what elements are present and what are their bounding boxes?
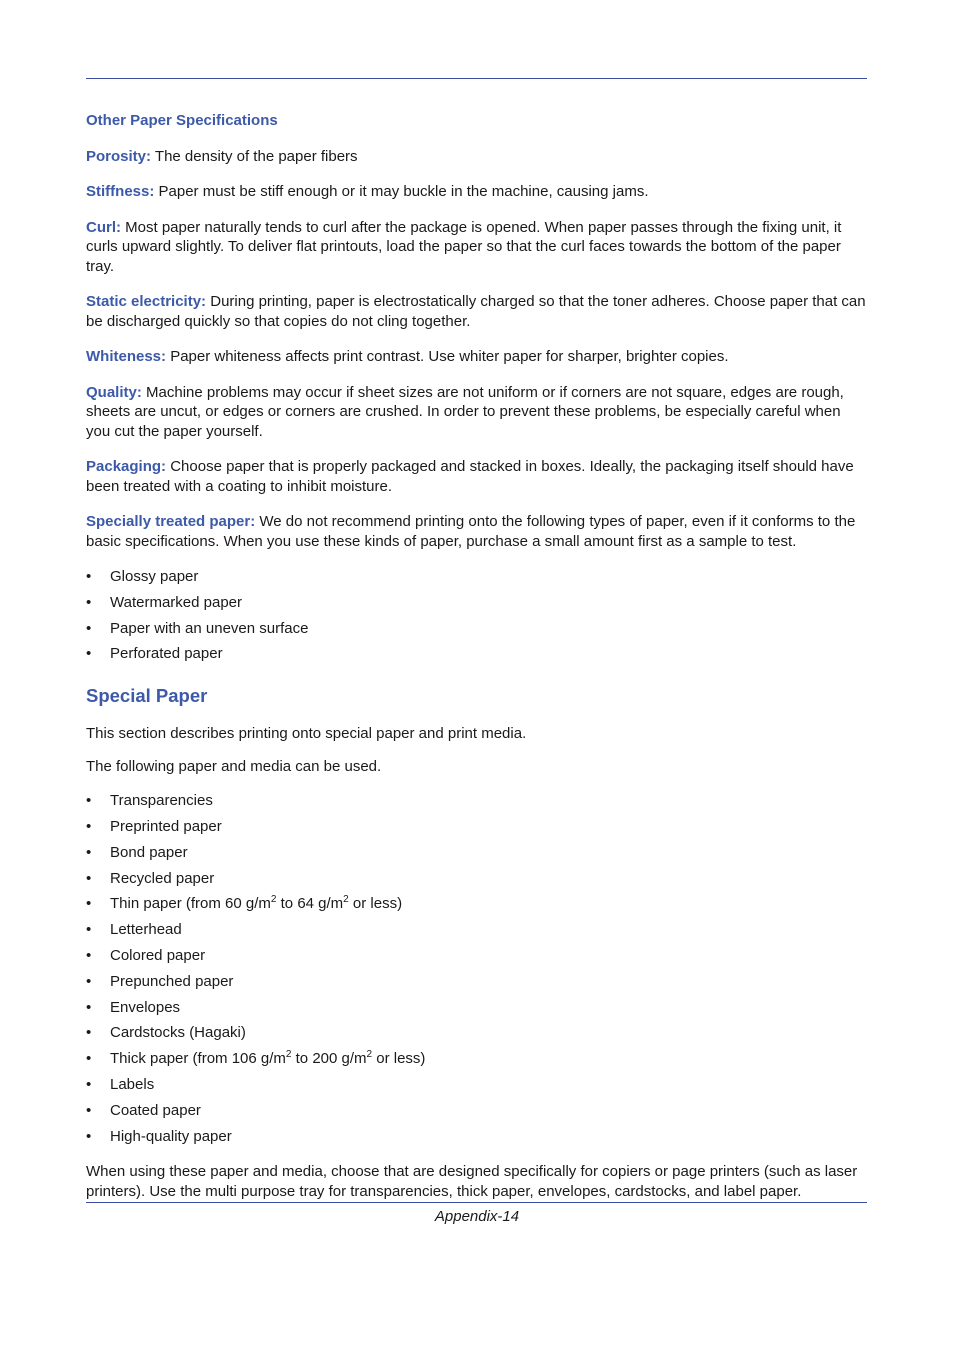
closing-paragraph: When using these paper and media, choose that are designed specifically for copiers or page printers (such as laser printers). Use the multi purpose tray for transparencies, thick paper, envelopes, cardstocks, and label paper. bbox=[86, 1163, 858, 1200]
list-item: • High-quality paper bbox=[86, 1127, 867, 1153]
list-item: • Preprinted paper bbox=[86, 817, 867, 843]
thick-paper-text-b: to 200 g/m bbox=[291, 1050, 367, 1068]
spec-text: Machine problems may occur if sheet sizes are not uniform or if corners are not square, edges are rough, sheets are uncut, or edges or corners are crushed. In order to prevent these problems, be especially careful when you cut the paper yourself. bbox=[86, 383, 844, 440]
list-item-thick-paper bbox=[86, 1049, 867, 1075]
thick-paper-text-c: or less) bbox=[372, 1050, 426, 1068]
list-item: • Envelopes bbox=[86, 998, 867, 1024]
spec-packaging bbox=[86, 457, 867, 496]
treated-paper-list bbox=[86, 567, 867, 670]
page-footer: Appendix-14 bbox=[434, 1208, 520, 1225]
spec-term: Specially treated paper: bbox=[86, 513, 256, 530]
page-content bbox=[86, 111, 867, 1214]
special-paper-heading: Special Paper bbox=[86, 685, 208, 707]
superscript: 2 bbox=[366, 1049, 373, 1061]
spec-whiteness bbox=[86, 347, 867, 367]
list-item: • Letterhead bbox=[86, 920, 867, 946]
special-intro-1: This section describes printing onto special paper and print media. bbox=[86, 725, 527, 743]
spec-porosity bbox=[86, 147, 867, 167]
list-item: • Watermarked paper bbox=[86, 593, 867, 619]
special-intro-2: The following paper and media can be used. bbox=[86, 757, 382, 775]
list-item: • Cardstocks (Hagaki) bbox=[86, 1023, 867, 1049]
superscript: 2 bbox=[285, 1049, 292, 1061]
spec-curl bbox=[86, 218, 867, 277]
list-item: • Colored paper bbox=[86, 946, 867, 972]
list-item: • Coated paper bbox=[86, 1101, 867, 1127]
thin-paper-text-c: or less) bbox=[348, 895, 403, 913]
list-item: • Glossy paper bbox=[86, 567, 867, 593]
spec-text: The density of the paper fibers bbox=[154, 147, 358, 165]
list-item-thin-paper bbox=[86, 894, 867, 920]
thin-paper-text-a: Thin paper (from 60 g/m bbox=[110, 895, 271, 913]
list-item: • Paper with an uneven surface bbox=[86, 619, 867, 645]
spec-term: Static electricity: bbox=[86, 293, 207, 310]
list-item: • Perforated paper bbox=[86, 644, 867, 670]
spec-text: Most paper naturally tends to curl after the package is opened. When paper passes through the fixing unit, it curls upward slightly. To deliver flat printouts, load the paper so that the curl faces towards the bottom of the paper tray. bbox=[86, 218, 842, 275]
superscript: 2 bbox=[270, 894, 277, 906]
spec-text: During printing, paper is electrostatically charged so that the toner adheres. Choose paper that can be discharged quickly so that copies do not cling together. bbox=[86, 293, 866, 330]
spec-specially-treated bbox=[86, 512, 867, 551]
spec-term: Quality: bbox=[86, 383, 142, 401]
list-item: • Bond paper bbox=[86, 843, 867, 869]
spec-term: Whiteness: bbox=[86, 348, 167, 365]
spec-term: Curl: bbox=[86, 218, 121, 236]
spec-text: Paper must be stiff enough or it may buckle in the machine, causing jams. bbox=[158, 183, 649, 200]
spec-text: Paper whiteness affects print contrast. Use whiter paper for sharper, brighter copies. bbox=[170, 348, 729, 365]
list-item: • Labels bbox=[86, 1075, 867, 1101]
footer-rule bbox=[86, 1202, 867, 1203]
superscript: 2 bbox=[343, 894, 349, 906]
spec-text: Choose paper that is properly packaged and stacked in boxes. Ideally, the packaging itself should have been treated with a coating to inhibit moisture. bbox=[86, 458, 854, 495]
list-item: • Recycled paper bbox=[86, 869, 867, 895]
spec-static-electricity bbox=[86, 292, 867, 331]
spec-text: We do not recommend printing onto the following types of paper, even if it conforms to the basic specifications. When you use these kinds of paper, purchase a small amount first as a sample to test. bbox=[86, 513, 856, 550]
spec-stiffness bbox=[86, 182, 867, 202]
spec-term: Stiffness: bbox=[86, 183, 155, 200]
list-item: • Transparencies bbox=[86, 791, 867, 817]
spec-term: Porosity: bbox=[86, 147, 152, 165]
spec-term: Packaging: bbox=[86, 458, 167, 475]
section-heading: Other Paper Specifications bbox=[86, 112, 278, 129]
special-media-list bbox=[86, 791, 867, 1152]
list-item: • Prepunched paper bbox=[86, 972, 867, 998]
spec-quality bbox=[86, 383, 867, 442]
header-rule bbox=[86, 78, 867, 79]
thick-paper-text-a: Thick paper (from 106 g/m bbox=[110, 1050, 286, 1068]
thin-paper-text-b: to 64 g/m bbox=[276, 895, 344, 913]
